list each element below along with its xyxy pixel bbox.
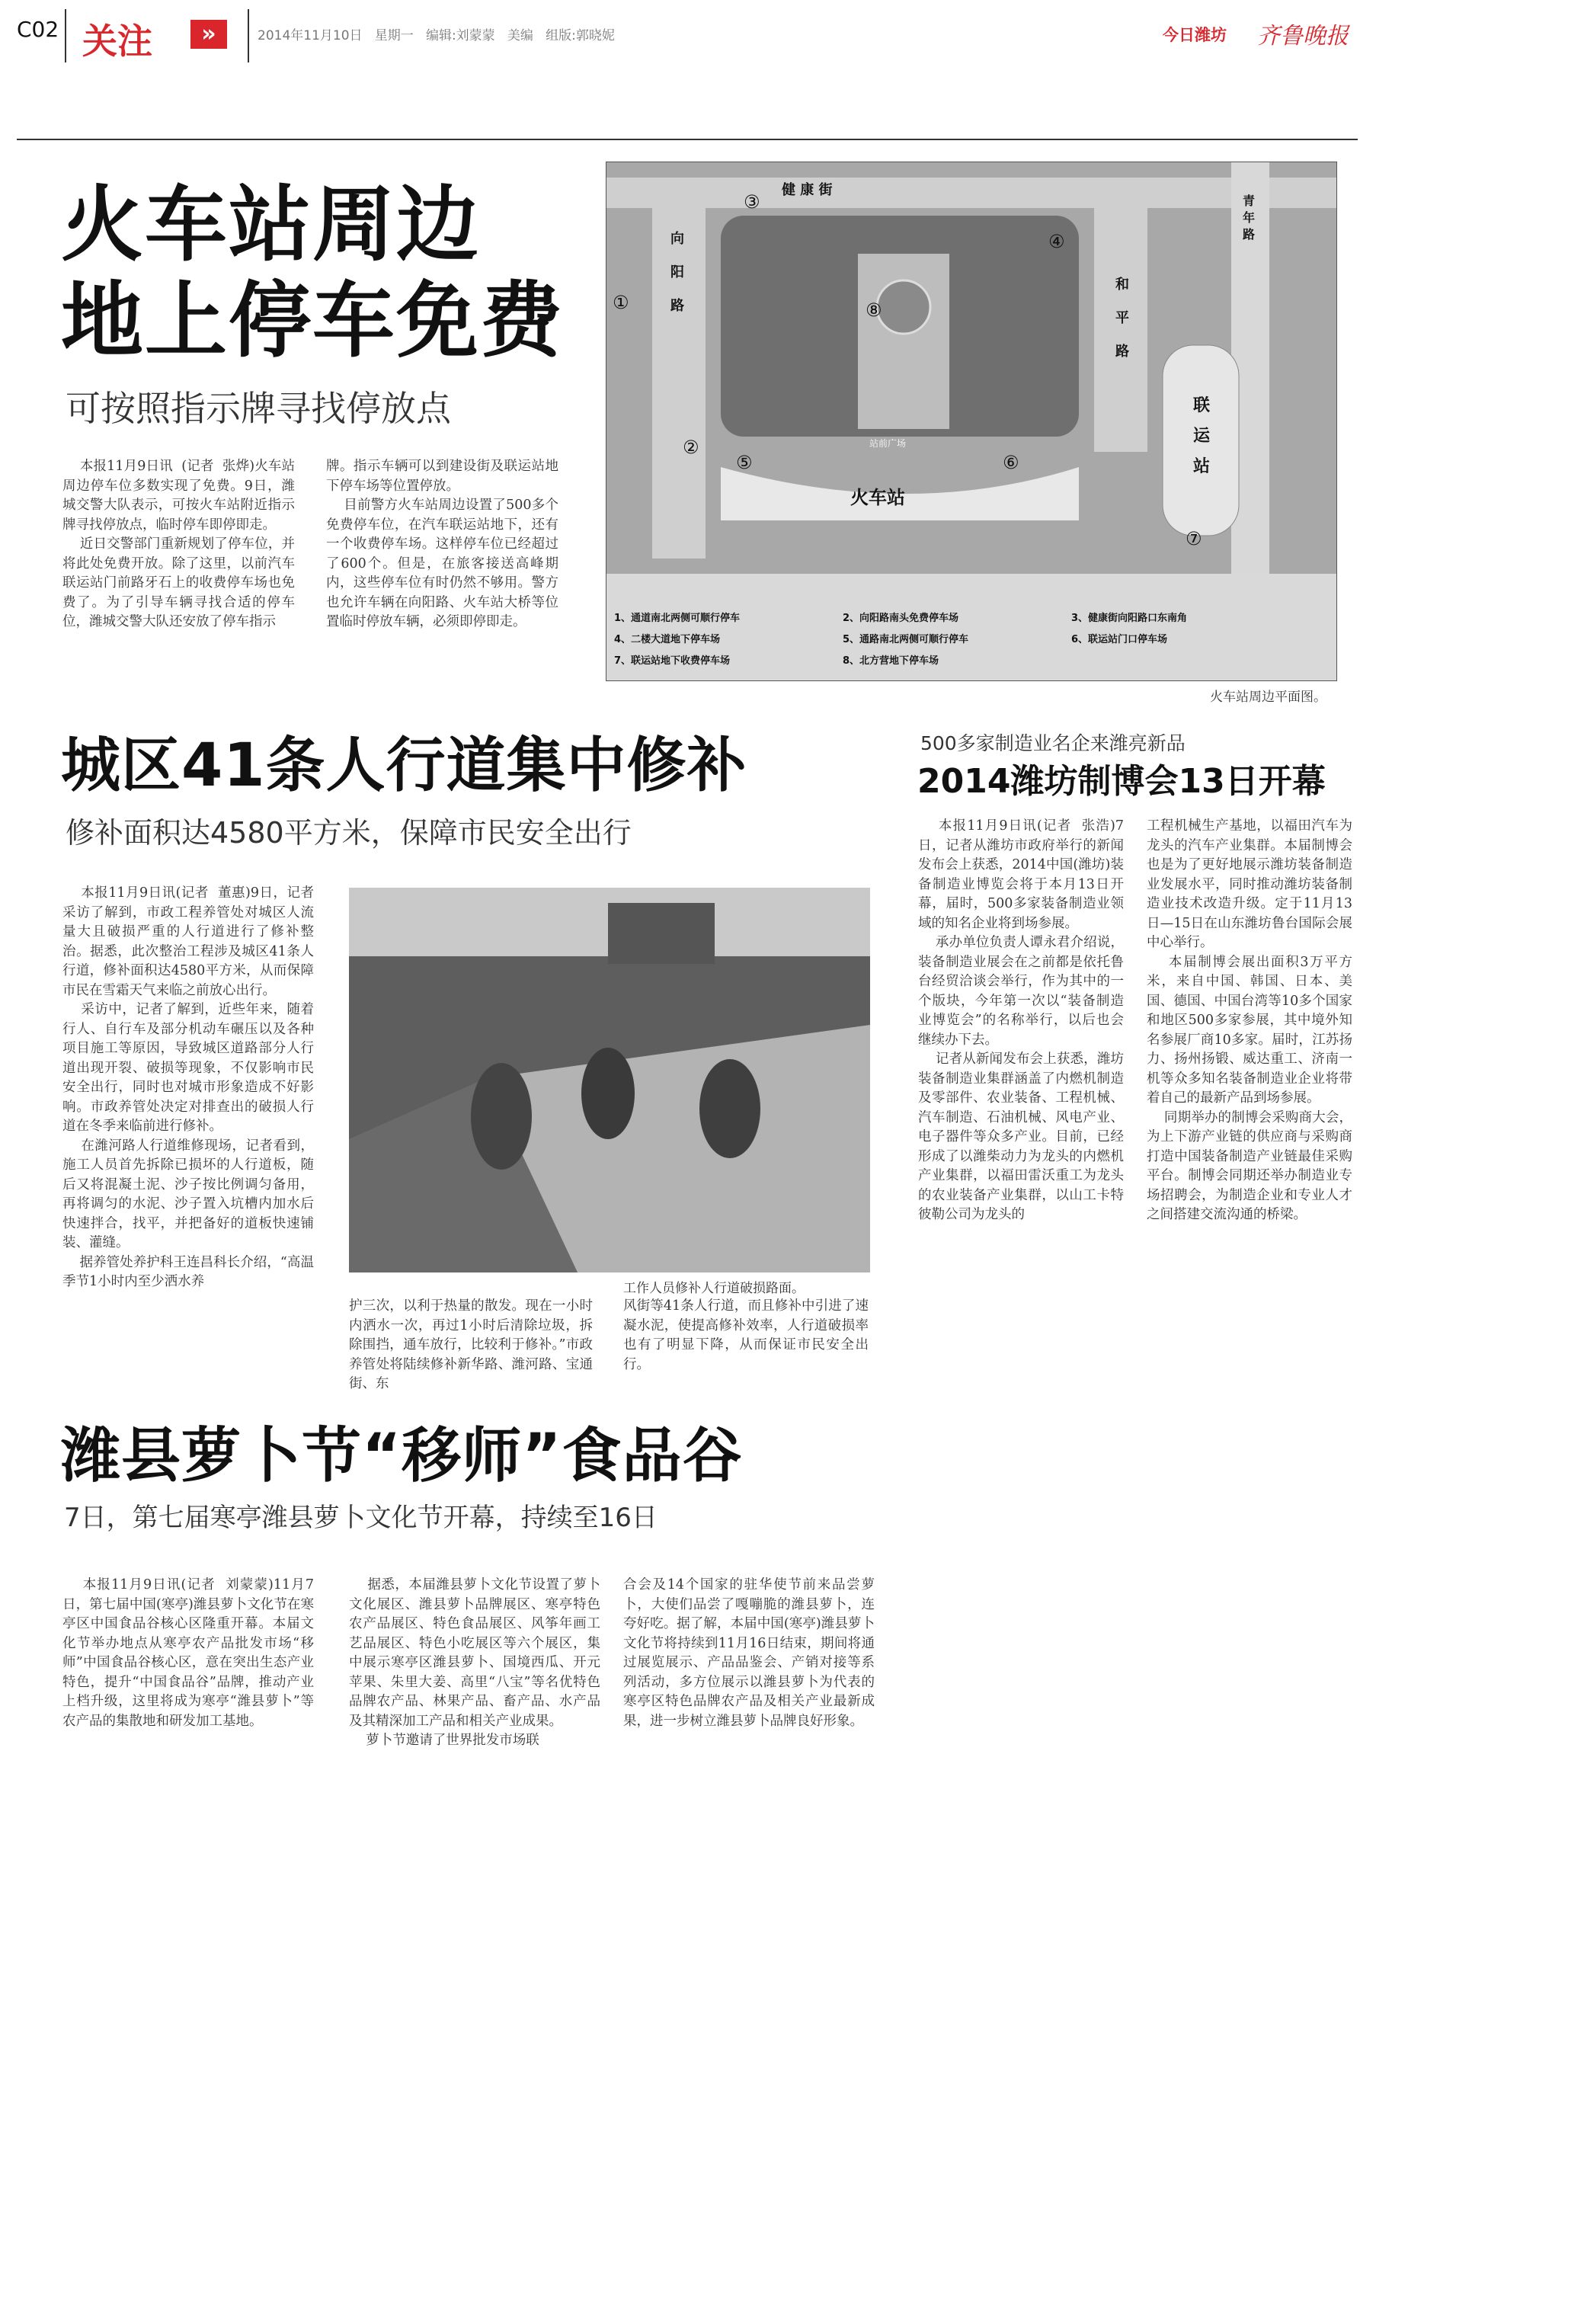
article1-headline-line2: 地上停车免费 <box>61 274 565 369</box>
sidewalk-photo <box>349 888 870 1272</box>
header-rule <box>17 139 1358 140</box>
header-divider <box>65 9 66 62</box>
article3-kicker: 500多家制造业名企来潍亮新品 <box>920 732 1186 754</box>
map-caption: 火车站周边平面图。 <box>1210 690 1326 705</box>
article4-col2: 据悉，本届潍县萝卜文化节设置了萝卜文化展区、潍县萝卜品牌展区、寒亭特色农产品展区、特色食品展区、风筝年画工艺品展区、特色小吃展区等六个展区，集中展示寒亭区潍县萝卜、国境西瓜、开元苹果、朱里大姜、高里“八宝”等名优特色品牌农产品、林果产品、畜产品、水产品及其精深加工产品和相关产业成果。 萝卜节邀请了世界批发市场联 <box>349 1577 600 1748</box>
map-marker-6: ⑥ <box>1003 452 1019 473</box>
map-plaza: 站前广场 <box>869 438 907 449</box>
masthead-logo: 齐鲁晚报 <box>1257 23 1349 50</box>
map-street-right: 和 平 路 <box>1115 277 1129 360</box>
legend-item-4: 4、二楼大道地下停车场 <box>614 634 721 645</box>
article1-subhead: 可按照指示牌寻找停放点 <box>66 388 451 429</box>
legend-item-3: 3、健康街向阳路口东南角 <box>1071 613 1188 624</box>
map-street-far-right: 青 年 路 <box>1243 194 1256 242</box>
article3-col1: 本报11月9日讯(记者 张浩)7日，记者从潍坊市政府举行的新闻发布会上获悉，2014中国(潍坊)装备制造业博览会将于本月13日开幕，届时，500多家装备制造业领域的知名企业将到场参展。 承办单位负责人谭永君介绍说，装备制造业展会在之前都是依托鲁台经贸洽谈会举行，作为其中的一个版块，今年第一次以“装备制造业博览会”的名称举行，以后也会继续办下去。 记者从新闻发布会上获悉，潍坊装备制造业集群涵盖了内燃机制造及零部件、农业装备、工程机械、汽车制造、石油机械、风电产业、电子器件等众多产业。目前，已经形成了以潍柴动力为龙头的内燃机产业集群，以福田雷沃重工为龙头的农业装备产业集群，以山工卡特彼勒公司为龙头的 <box>918 818 1124 1222</box>
article4-col3: 合会及14个国家的驻华使节前来品尝萝卜，大使们品尝了嘎嘣脆的潍县萝卜，连夸好吃。据了解，本届中国(寒亭)潍县萝卜文化节将持续到11月16日结束，期间将通过展览展示、产品品鉴会、产销对接等系列活动，多方位展示以潍县萝卜为代表的寒亭区特色品牌农产品及相关产业最新成果，进一步树立潍县萝卜品牌良好形象。 <box>623 1577 875 1729</box>
article1-col1: 本报11月9日讯 (记者 张烨)火车站周边停车位多数实现了免费。9日，潍城交警大队表示，可按火车站附近指示牌寻找停放点，临时停车即停即走。 近日交警部门重新规划了停车位，并将此处免费开放。除了这里，以前汽车联运站门前路牙石上的收费停车场也免费了。为了引导车辆寻找合适的停车位，潍城交警大队还安放了停车指示 <box>62 459 295 629</box>
station-map <box>606 162 1337 681</box>
article2-col3: 风街等41条人行道，而且修补中引进了速凝水泥，使提高修补效率，人行道破损率也有了明显下降，从而保证市民安全出行。 <box>623 1298 869 1372</box>
article1-headline-line1: 火车站周边 <box>61 178 481 273</box>
map-train-station: 火车站 <box>850 487 905 508</box>
map-marker-8: ⑧ <box>866 299 882 321</box>
map-marker-3: ③ <box>744 191 760 213</box>
map-street-left: 向 阳 路 <box>670 231 684 314</box>
legend-item-6: 6、联运站门口停车场 <box>1071 634 1168 645</box>
article2-col2: 护三次，以利于热量的散发。现在一小时内洒水一次，再过1小时后清除垃圾，拆除围挡，通车放行，比较利于修补。”市政养管处将陆续修补新华路、潍河路、宝通街、东 <box>349 1298 593 1391</box>
edition-label: 今日潍坊 <box>1163 26 1227 44</box>
article4-col1: 本报11月9日讯(记者 刘蒙蒙)11月7日，第七届中国(寒亭)潍县萝卜文化节在寒亭区中国食品谷核心区隆重开幕。本届文化节举办地点从寒亭农产品批发市场“移师”中国食品谷核心区，意在突出生态产业特色，提升“中国食品谷”品牌，推动产业上档升级，这里将成为寒亭“潍县萝卜”等农产品的集散地和研发加工基地。 <box>62 1577 314 1729</box>
header-divider-2 <box>248 9 249 62</box>
page-number: C02 <box>17 17 59 42</box>
section-label: 关注 <box>82 21 152 62</box>
legend-item-2: 2、向阳路南头免费停车场 <box>843 613 959 624</box>
section-arrow-icon: » <box>190 20 227 49</box>
legend-item-1: 1、通道南北两侧可顺行停车 <box>614 613 741 624</box>
article3-col2: 工程机械生产基地，以福田汽车为龙头的汽车产业集群。本届制博会也是为了更好地展示潍坊装备制造业发展水平，同时推动潍坊装备制造业技术改造升级。定于11月13日—15日在山东潍坊鲁台国际会展中心举行。 本届制博会展出面积3万平方米，来自中国、韩国、日本、美国、德国、中国台湾等10多个国家和地区500多家参展，其中境外知名参展厂商10多家。届时，江苏扬力、扬州扬锻、威达重工、济南一机等众多知名装备制造业企业将带着自己的最新产品到场参展。 同期举办的制博会采购商大会，为上下游产业链的供应商与采购商打造中国装备制造产业链最佳采购平台。制博会同期还举办制造业专场招聘会，为制造企业和专业人才之间搭建交流沟通的桥梁。 <box>1147 818 1352 1222</box>
map-marker-7: ⑦ <box>1186 528 1202 549</box>
edition-meta: 2014年11月10日 星期一 编辑:刘蒙蒙 美编 组版:郭晓妮 <box>258 28 615 43</box>
map-bus-station: 联 运 站 <box>1193 396 1211 476</box>
map-legend <box>614 608 1330 672</box>
legend-item-8: 8、北方营地下停车场 <box>843 655 939 667</box>
article2-headline: 城区41条人行道集中修补 <box>61 731 747 800</box>
article1-col2: 牌。指示车辆可以到建设街及联运站地下停车场等位置停放。 目前警方火车站周边设置了500多个免费停车位，在汽车联运站地下，还有一个收费停车场。这样停车位已经超过了600个。但是，在旅客接送高峰期内，这些停车位有时仍然不够用。警方也允许车辆在向阳路、火车站大桥等位置临时停放车辆，必须即停即走。 <box>326 459 558 629</box>
sidewalk-photo-caption: 工作人员修补人行道破损路面。 <box>623 1281 805 1296</box>
article4-subhead: 7日，第七届寒亭潍县萝卜文化节开幕，持续至16日 <box>64 1503 658 1533</box>
legend-item-5: 5、通路南北两侧可顺行停车 <box>843 634 969 645</box>
sidewalk-photo-graphic <box>349 888 870 1272</box>
map-marker-1: ① <box>613 292 629 313</box>
map-marker-2: ② <box>683 437 699 458</box>
map-street-top: 健 康 街 <box>782 182 833 198</box>
map-marker-5: ⑤ <box>736 452 753 473</box>
article3-headline: 2014潍坊制博会13日开幕 <box>917 762 1326 801</box>
article2-col1: 本报11月9日讯(记者 董惠)9日，记者采访了解到，市政工程养管处对城区人流量大且破损严重的人行道进行了修补整治。据悉，此次整治工程涉及城区41条人行道，修补面积达4580平方米，从而保障市民在雪霜天气来临之前放心出行。 采访中，记者了解到，近些年来，随着行人、自行车及部分机动车碾压以及各种项目施工等原因，导致城区道路部分人行道出现开裂、破损等现象，不仅影响市民安全出行，同时也对城市形象造成不好影响。市政养管处决定对排查出的破损人行道在冬季来临前进行修补。 在潍河路人行道维修现场，记者看到，施工人员首先拆除已损坏的人行道板，随后又将混凝土泥、沙子按比例调匀备用，再将调匀的水泥、沙子置入坑槽内加水后快速拌合，找平，并把备好的道板快速铺装、灌缝。 据养管处养护科王连昌科长介绍，“高温季节1小时内至少洒水养 <box>62 885 314 1289</box>
legend-item-7: 7、联运站地下收费停车场 <box>614 655 731 667</box>
map-marker-4: ④ <box>1048 231 1065 252</box>
article4-headline: 潍县萝卜节“移师”食品谷 <box>61 1422 743 1490</box>
article2-subhead: 修补面积达4580平方米，保障市民安全出行 <box>66 816 632 850</box>
station-map-graphic <box>606 162 1336 680</box>
